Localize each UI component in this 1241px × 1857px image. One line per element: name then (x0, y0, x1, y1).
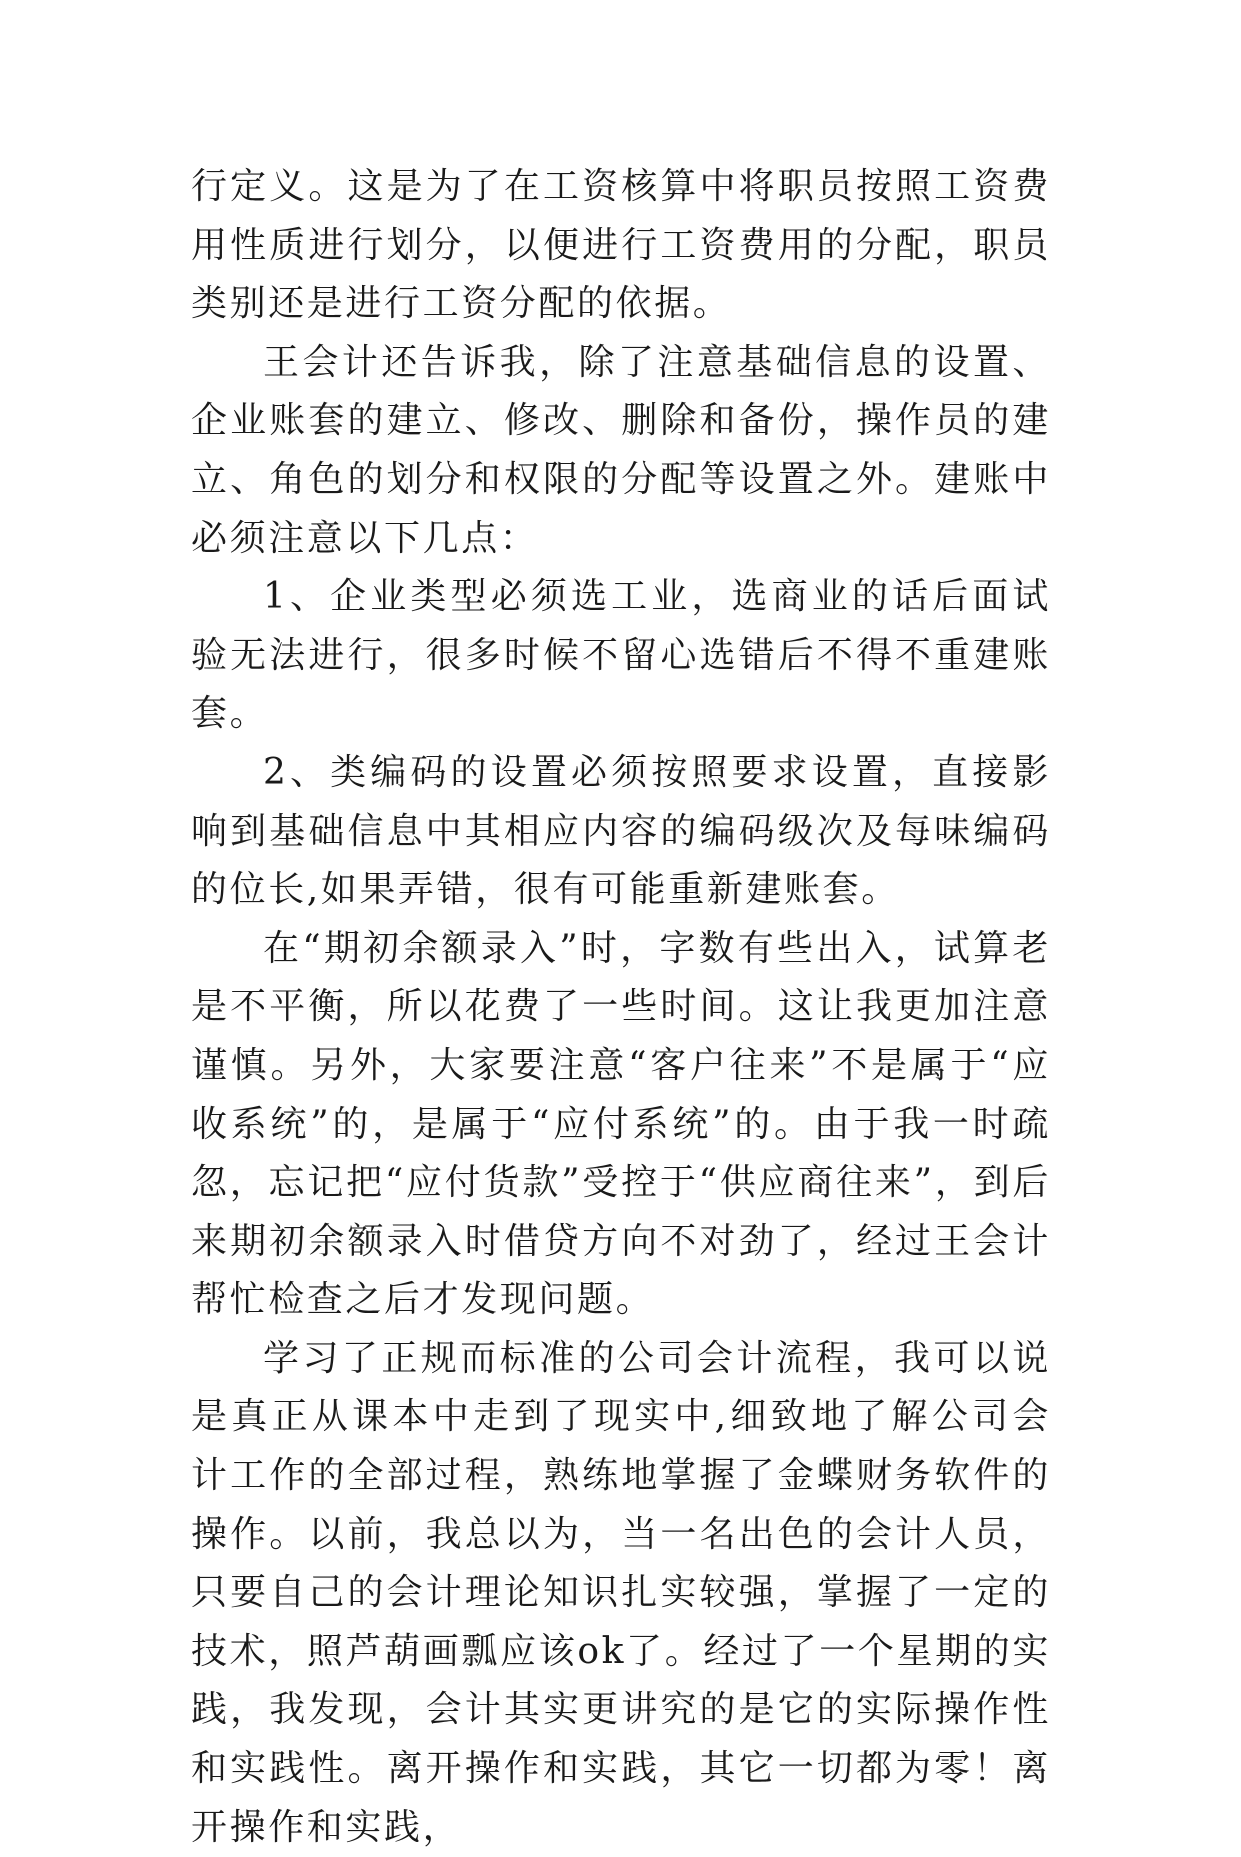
paragraph-1: 行定义。这是为了在工资核算中将职员按照工资费用性质进行划分，以便进行工资费用的分配，职员类别还是进行工资分配的依据。 (191, 166, 1051, 325)
paragraph-6: 学习了正规而标准的公司会计流程，我可以说是真正从课本中走到了现实中,细致地了解公司会计工作的全部过程，熟练地掌握了金蝶财务软件的操作。以前，我总以为，当一名出色的会计人员，只要自己的会计理论知识扎实较强，掌握了一定的技术，照芦葫画瓢应该ok了。经过了一个星期的实践，我发现，会计其实更讲究的是它的实际操作性和实践性。离开操作和实践，其它一切都为零！离开操作和实践， (191, 1337, 1051, 1848)
paragraph-2: 王会计还告诉我，除了注意基础信息的设置、企业账套的建立、修改、删除和备份，操作员的建立、角色的划分和权限的分配等设置之外。建账中必须注意以下几点： (191, 341, 1051, 559)
paragraph-3: 1、企业类型必须选工业，选商业的话后面试验无法进行，很多时候不留心选错后不得不重建账套。 (191, 576, 1051, 735)
paragraph-5: 在“期初余额录入”时，字数有些出入，试算老是不平衡，所以花费了一些时间。这让我更加注意谨慎。另外，大家要注意“客户往来”不是属于“应收系统”的，是属于“应付系统”的。由于我一时疏忽，忘记把“应付货款”受控于“供应商往来”，到后来期初余额录入时借贷方向不对劲了，经过王会计帮忙检查之后才发现问题。 (191, 927, 1051, 1321)
paragraph-4: 2、类编码的设置必须按照要求设置，直接影响到基础信息中其相应内容的编码级次及每味编码的位长,如果弄错，很有可能重新建账套。 (191, 751, 1051, 911)
body-text (191, 158, 1051, 1857)
